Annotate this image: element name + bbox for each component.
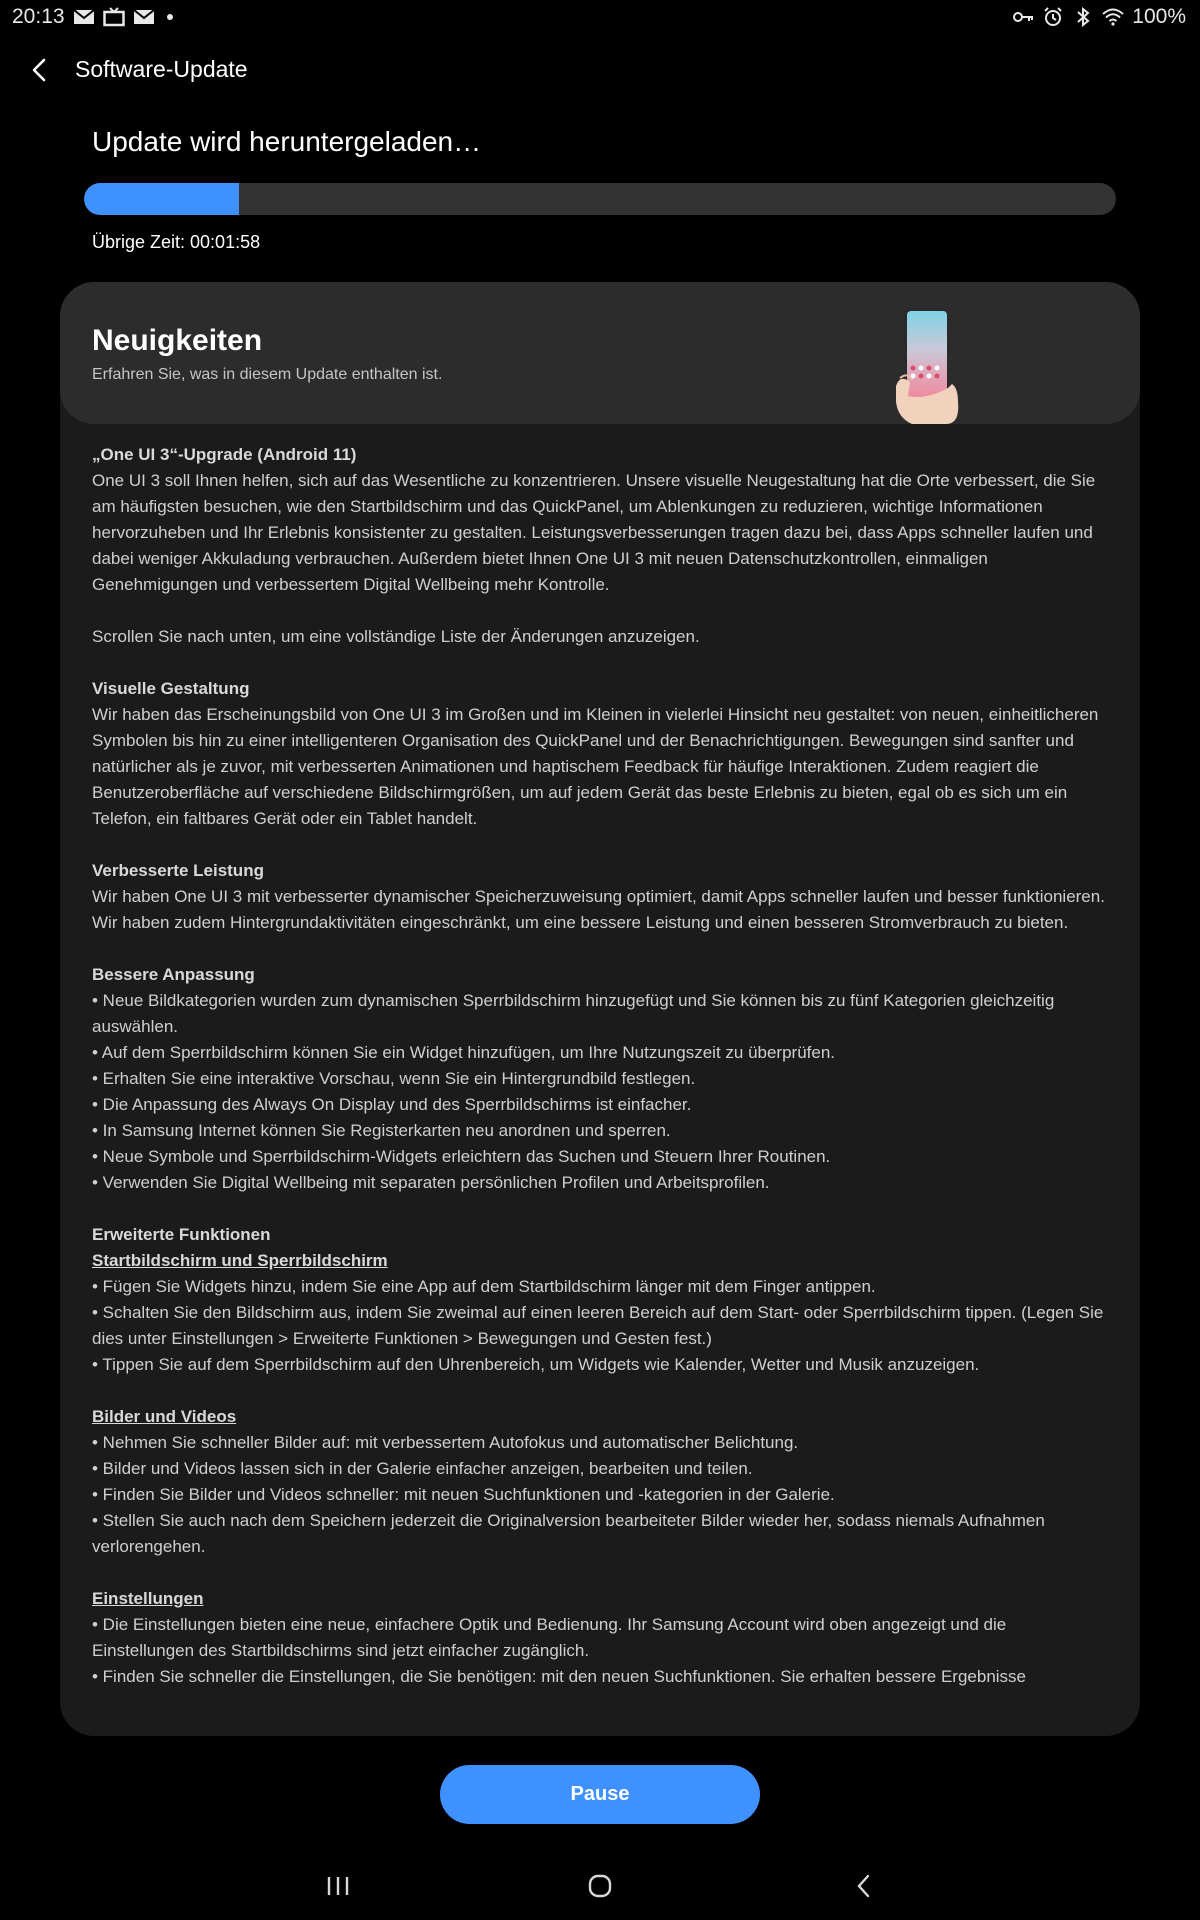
intro-title: „One UI 3“-Upgrade (Android 11) <box>92 445 357 464</box>
list-item: • Finden Sie Bilder und Videos schneller: mit neuen Suchfunktionen und -kategorien in der Galerie. <box>92 1485 835 1504</box>
download-progress-fill <box>84 183 239 215</box>
mail-icon <box>133 7 155 27</box>
status-bar-right <box>1012 5 1186 29</box>
section-title: Bessere Anpassung <box>92 965 255 984</box>
battery-level: 100% <box>1132 5 1186 28</box>
status-bar <box>0 0 1200 34</box>
nav-back-button[interactable] <box>844 1866 884 1906</box>
section-title: Erweiterte Funktionen <box>92 1225 271 1244</box>
home-lock-subsection <box>92 1248 1108 1378</box>
clock: 20:13 <box>12 5 65 28</box>
notification-dot-icon <box>167 14 173 20</box>
card-header <box>60 282 1140 424</box>
home-icon <box>586 1872 614 1900</box>
section-title: Visuelle Gestaltung <box>92 679 250 698</box>
wifi-icon <box>1102 7 1124 27</box>
list-item: • Fügen Sie Widgets hinzu, indem Sie eine App auf dem Startbildschirm länger mit dem Finger antippen. <box>92 1277 876 1296</box>
advanced-features-section <box>92 1222 1108 1690</box>
list-item: • Stellen Sie auch nach dem Speichern jederzeit die Originalversion bearbeiteter Bilder wieder her, sodass niemals Aufnahmen verlorengehen. <box>92 1511 1045 1556</box>
download-heading: Update wird heruntergeladen… <box>92 126 482 157</box>
section-text: Wir haben One UI 3 mit verbesserter dynamischer Speicherzuweisung optimiert, damit Apps schneller laufen und besser funktionieren. Wir haben zudem Hintergrundaktivitäten eingeschränkt, um eine bessere Leistung und einen besseren Stromverbrauch zu bieten. <box>92 887 1105 932</box>
subsection-title: Bilder und Videos <box>92 1407 237 1426</box>
status-bar-left <box>12 5 173 29</box>
pause-button[interactable]: Pause <box>440 1765 760 1824</box>
list-item: • Schalten Sie den Bildschirm aus, indem Sie zweimal auf einen leeren Bereich auf dem Start- oder Sperrbildschirm tippen. (Legen Sie dies unter Einstellungen > Erweiterte Funktionen > Bewegungen und Gesten fest.) <box>92 1303 1104 1348</box>
performance-section <box>92 858 1108 936</box>
page-title: Software-Update <box>75 56 248 82</box>
recents-button[interactable] <box>318 1866 358 1906</box>
card-subtitle: Erfahren Sie, was in diesem Update enthalten ist. <box>92 366 443 383</box>
scroll-hint-section <box>92 624 1108 650</box>
list-item: • In Samsung Internet können Sie Registerkarten neu anordnen und sperren. <box>92 1121 671 1140</box>
subsection-title: Startbildschirm und Sperrbildschirm <box>92 1251 388 1270</box>
scroll-hint: Scrollen Sie nach unten, um eine vollständige Liste der Änderungen anzuzeigen. <box>92 627 700 646</box>
visual-design-section <box>92 676 1108 832</box>
alarm-icon <box>1042 7 1064 27</box>
list-item: • Die Anpassung des Always On Display und des Sperrbildschirms ist einfacher. <box>92 1095 692 1114</box>
section-text: Wir haben das Erscheinungsbild von One UI 3 im Großen und im Kleinen in vielerlei Hinsicht neu gestaltet: von neuen, einheitlicheren Symbolen bis hin zu einer intelligenteren Organisation des QuickPanel und der Benachrichtigungen. Bewegungen sind sanfter und natürlicher als je zuvor, mit verbesserten Animationen und haptischem Feedback für häufige Interaktionen. Zudem reagiert die Benutzeroberfläche auf verschiedene Bildschirmgrößen, um auf jedem Gerät das beste Erlebnis zu bieten, egal ob es sich um ein Telefon, ein faltbares Gerät oder ein Tablet handelt. <box>92 705 1099 828</box>
mail-icon <box>73 7 95 27</box>
back-icon <box>853 1873 875 1899</box>
back-arrow-icon <box>29 57 51 83</box>
whats-new-card[interactable] <box>60 282 1140 1736</box>
phone-in-hand-illustration <box>886 306 976 424</box>
media-subsection <box>92 1404 1108 1560</box>
list-item: • Neue Bildkategorien wurden zum dynamischen Sperrbildschirm hinzugefügt und Sie können bis zu fünf Kategorien gleichzeitig auswählen. <box>92 991 1055 1036</box>
list-item: • Auf dem Sperrbildschirm können Sie ein Widget hinzufügen, um Ihre Nutzungszeit zu überprüfen. <box>92 1043 836 1062</box>
list-item: • Neue Symbole und Sperrbildschirm-Widgets erleichtern das Suchen und Steuern Ihrer Routinen. <box>92 1147 831 1166</box>
list-item: • Tippen Sie auf dem Sperrbildschirm auf den Uhrenbereich, um Widgets wie Kalender, Wetter und Musik anzuzeigen. <box>92 1355 980 1374</box>
remaining-time: Übrige Zeit: 00:01:58 <box>92 232 261 252</box>
back-button[interactable] <box>22 52 58 88</box>
settings-subsection <box>92 1586 1108 1690</box>
intro-text: One UI 3 soll Ihnen helfen, sich auf das Wesentliche zu konzentrieren. Unsere visuelle Neugestaltung hat die Orte verbessert, die Sie am häufigsten besuchen, wie den Startbildschirm und das QuickPanel, um Ablenkungen zu reduzieren, wichtige Informationen hervorzuheben und Ihr Erlebnis konsistenter zu gestalten. Leistungsverbesserungen tragen dazu bei, dass Apps schneller laufen und dabei weniger Akkuladung verbrauchen. Außerdem bietet Ihnen One UI 3 mit neuen Datenschutzkontrollen, einmaligen Genehmigungen und verbessertem Digital Wellbeing mehr Kontrolle. <box>92 471 1096 594</box>
list-item: • Verwenden Sie Digital Wellbeing mit separaten persönlichen Profilen und Arbeitsprofilen. <box>92 1173 770 1192</box>
customization-section <box>92 962 1108 1196</box>
list-item: • Erhalten Sie eine interaktive Vorschau, wenn Sie ein Hintergrundbild festlegen. <box>92 1069 696 1088</box>
list-item: • Finden Sie schneller die Einstellungen, die Sie benötigen: mit den neuen Suchfunktionen. Sie erhalten bessere Ergebnisse <box>92 1667 1027 1686</box>
key-icon <box>1012 7 1034 27</box>
list-item: • Nehmen Sie schneller Bilder auf: mit verbessertem Autofokus und automatischer Belichtung. <box>92 1433 799 1452</box>
card-title: Neuigkeiten <box>92 324 263 357</box>
download-progress-bar <box>84 183 1116 215</box>
release-notes <box>92 442 1108 1716</box>
list-item: • Bilder und Videos lassen sich in der Galerie einfacher anzeigen, bearbeiten und teilen. <box>92 1459 753 1478</box>
section-title: Verbesserte Leistung <box>92 861 264 880</box>
intro-section <box>92 442 1108 598</box>
recents-icon <box>325 1874 351 1898</box>
bluetooth-icon <box>1072 7 1094 27</box>
home-button[interactable] <box>580 1866 620 1906</box>
tv-icon <box>103 7 125 27</box>
app-bar <box>0 44 1200 96</box>
navigation-bar <box>0 1850 1200 1920</box>
subsection-title: Einstellungen <box>92 1589 204 1608</box>
list-item: • Die Einstellungen bieten eine neue, einfachere Optik und Bedienung. Ihr Samsung Account wird oben angezeigt und die Einstellungen des Startbildschirms sind jetzt einfacher zugänglich. <box>92 1615 1007 1660</box>
